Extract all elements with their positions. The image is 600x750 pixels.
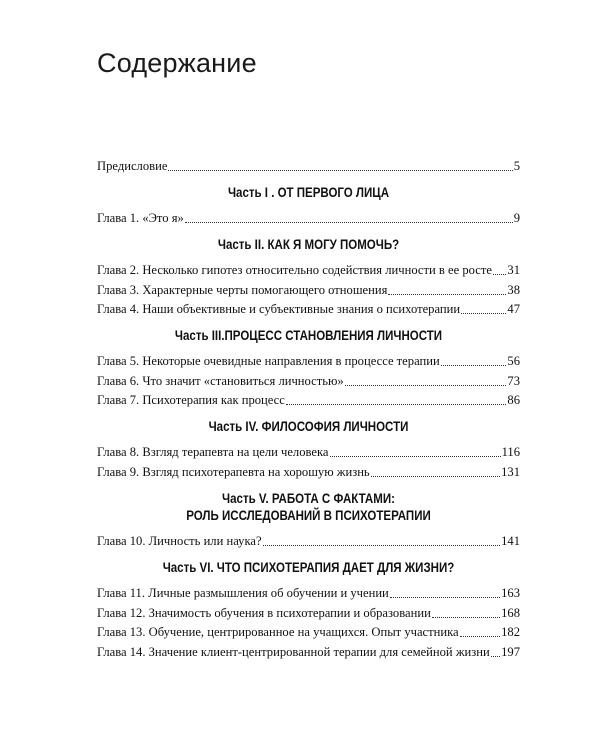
toc-entry-chapter-5[interactable] (97, 353, 520, 370)
dot-leader (493, 274, 506, 275)
toc-page-number: 9 (513, 211, 520, 225)
toc-entry-chapter-9[interactable] (97, 464, 520, 481)
toc-entry-title: Глава 6. Что значит «становиться личностью» (97, 373, 344, 388)
dot-leader (460, 636, 500, 637)
dot-leader (491, 656, 500, 657)
page-title: Содержание (97, 48, 257, 78)
toc-page-number: 131 (501, 464, 520, 479)
part-heading-6: Часть VI. ЧТО ПСИХОТЕРАПИЯ ДАЕТ ДЛЯ ЖИЗНИ? (162, 559, 455, 575)
toc-entry-chapter-3[interactable] (97, 282, 520, 299)
part-heading-1: Часть I . ОТ ПЕРВОГО ЛИЦА (227, 185, 390, 200)
dot-leader (371, 476, 500, 477)
toc-page-number: 116 (501, 445, 520, 460)
table-of-contents (97, 158, 520, 663)
toc-entry-chapter-1[interactable] (97, 210, 520, 227)
dot-leader (345, 385, 507, 386)
toc-page-number: 141 (501, 533, 520, 548)
part-heading-5 (127, 490, 491, 524)
toc-entry-chapter-10[interactable] (97, 533, 520, 550)
dot-leader (263, 545, 501, 546)
dot-leader (441, 365, 507, 366)
toc-entry-title: Глава 11. Личные размышления об обучении и учении (97, 585, 389, 600)
dot-leader (461, 313, 506, 314)
toc-page-number: 86 (507, 393, 520, 408)
toc-entry-title: Глава 4. Наши объективные и субъективные знания о психотерапии (97, 302, 461, 317)
dot-leader (286, 404, 507, 405)
toc-entry-preface[interactable] (97, 158, 520, 175)
toc-entry-title: Глава 1. «Это я» (97, 211, 184, 225)
toc-entry-chapter-2[interactable] (97, 262, 520, 279)
toc-page-number: 197 (501, 644, 520, 659)
toc-entry-chapter-7[interactable] (97, 392, 520, 409)
toc-entry-chapter-11[interactable] (97, 585, 520, 602)
toc-entry-chapter-13[interactable] (97, 624, 520, 641)
dot-leader (168, 170, 512, 171)
toc-page-number: 182 (501, 625, 520, 640)
dot-leader (432, 617, 500, 618)
toc-entry-title: Глава 2. Несколько гипотез относительно содействия личности в ее росте (97, 263, 492, 277)
dot-leader (185, 222, 513, 223)
toc-entry-title: Глава 9. Взгляд психотерапевта на хорошую жизнь (97, 464, 370, 479)
toc-entry-title: Глава 5. Некоторые очевидные направления в процессе терапии (97, 354, 440, 369)
part-heading-2: Часть II. КАК Я МОГУ ПОМОЧЬ? (217, 237, 400, 252)
toc-entry-title: Глава 3. Характерные черты помогающего отношения (97, 282, 388, 297)
dot-leader (388, 294, 506, 295)
toc-entry-title: Глава 14. Значение клиент-центрированной терапии для семейной жизни (97, 644, 490, 659)
toc-entry-title: Глава 8. Взгляд терапевта на цели человека (97, 445, 329, 460)
toc-entry-chapter-8[interactable] (97, 444, 520, 461)
dot-leader (330, 456, 501, 457)
toc-page-number: 5 (513, 159, 520, 173)
part-heading-4: Часть IV. ФИЛОСОФИЯ ЛИЧНОСТИ (208, 419, 409, 435)
part-heading-line: РОЛЬ ИССЛЕДОВАНИЙ В ПСИХОТЕРАПИИ (186, 507, 431, 523)
toc-entry-title: Предисловие (97, 159, 168, 173)
toc-page-number: 38 (507, 282, 520, 297)
toc-entry-title: Глава 12. Значимость обучения в психотерапии и образовании (97, 605, 431, 620)
toc-page-number: 31 (507, 263, 520, 277)
toc-entry-title: Глава 7. Психотерапия как процесс (97, 393, 285, 408)
toc-page-number: 47 (507, 302, 520, 317)
toc-page-number: 168 (501, 605, 520, 620)
toc-entry-chapter-14[interactable] (97, 644, 520, 661)
part-heading-3: Часть III.ПРОЦЕСС СТАНОВЛЕНИЯ ЛИЧНОСТИ (174, 328, 443, 344)
dot-leader (390, 597, 500, 598)
toc-entry-title: Глава 10. Личность или наука? (97, 533, 262, 548)
toc-entry-chapter-12[interactable] (97, 605, 520, 622)
toc-entry-chapter-4[interactable] (97, 301, 520, 318)
toc-page-number: 56 (507, 354, 520, 369)
toc-entry-title: Глава 13. Обучение, центрированное на учащихся. Опыт участника (97, 625, 459, 640)
toc-entry-chapter-6[interactable] (97, 373, 520, 390)
toc-page-number: 163 (501, 585, 520, 600)
toc-page-number: 73 (507, 373, 520, 388)
part-heading-line: Часть V. РАБОТА С ФАКТАМИ: (222, 490, 395, 506)
